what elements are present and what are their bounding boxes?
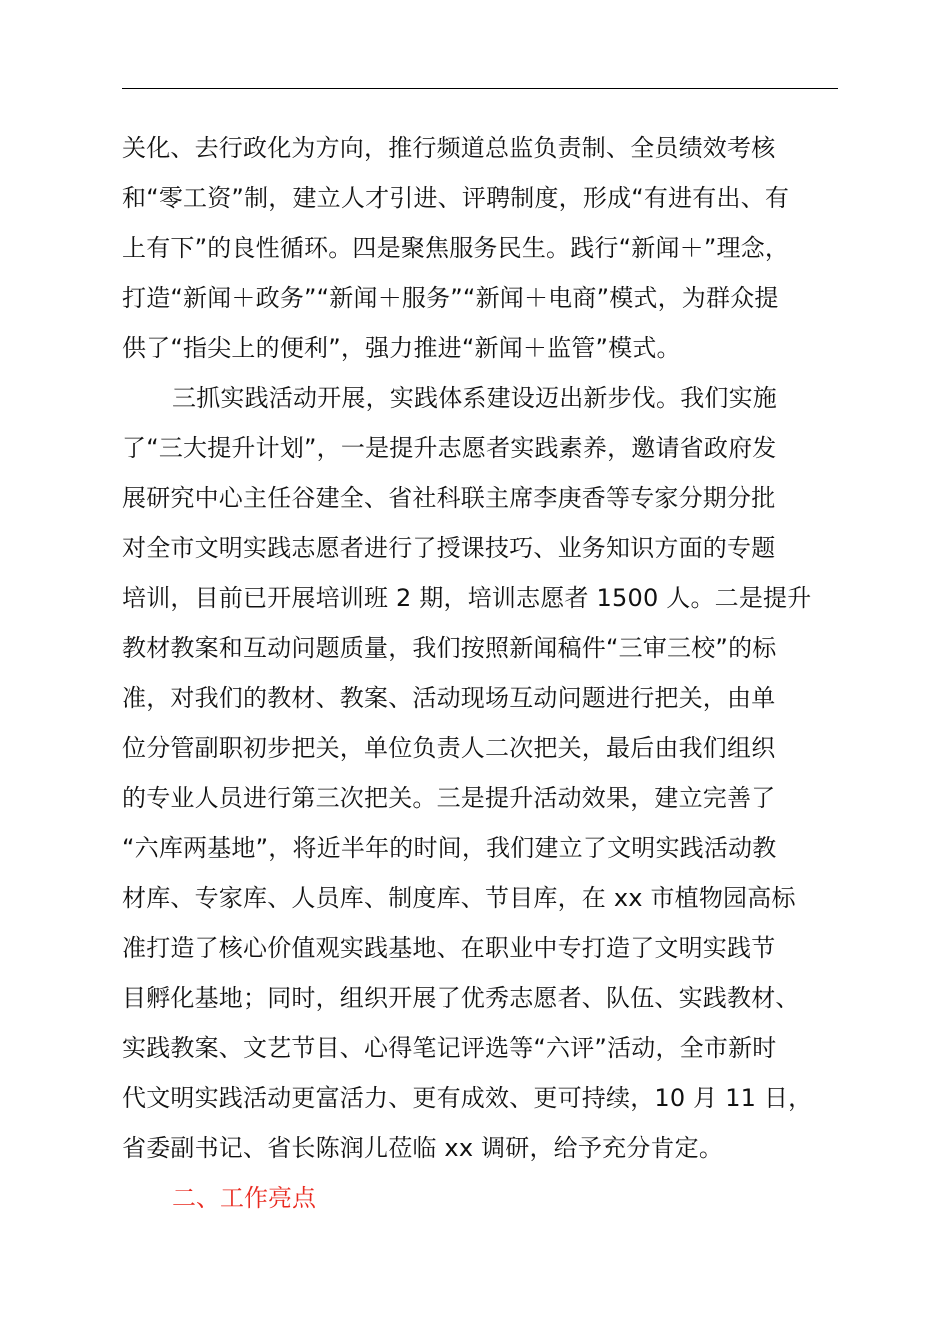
paragraph-line: 和“零工资”制，建立人才引进、评聘制度，形成“有进有出、有 bbox=[122, 184, 790, 212]
paragraph-line: 对全市文明实践志愿者进行了授课技巧、业务知识方面的专题 bbox=[122, 534, 776, 562]
paragraph-line: 打造“新闻＋政务”“新闻＋服务”“新闻＋电商”模式，为群众提 bbox=[122, 284, 779, 312]
paragraph-line: 上有下”的良性循环。四是聚焦服务民生。践行“新闻＋”理念， bbox=[122, 234, 790, 262]
paragraph-line: 目孵化基地；同时，组织开展了优秀志愿者、队伍、实践教材、 bbox=[122, 984, 800, 1012]
paragraph-first-line: 三抓实践活动开展，实践体系建设迈出新步伐。我们实施 bbox=[172, 384, 777, 412]
paragraph-line: 材库、专家库、人员库、制度库、节目库，在 xx 市植物园高标 bbox=[122, 884, 796, 912]
paragraph-line: 的专业人员进行第三次把关。三是提升活动效果，建立完善了 bbox=[122, 784, 776, 812]
paragraph-line: 教材教案和互动问题质量，我们按照新闻稿件“三审三校”的标 bbox=[122, 634, 777, 662]
header-rule bbox=[122, 88, 838, 89]
paragraph-line: 省委副书记、省长陈润儿莅临 xx 调研，给予充分肯定。 bbox=[122, 1134, 724, 1162]
paragraph-line: “六库两基地”，将近半年的时间，我们建立了文明实践活动教 bbox=[122, 834, 777, 862]
paragraph-line: 展研究中心主任谷建全、省社科联主席李庚香等专家分期分批 bbox=[122, 484, 776, 512]
paragraph-line: 实践教案、文艺节目、心得笔记评选等“六评”活动，全市新时 bbox=[122, 1034, 777, 1062]
paragraph-line: 位分管副职初步把关，单位负责人二次把关，最后由我们组织 bbox=[122, 734, 776, 762]
paragraph-line: 准，对我们的教材、教案、活动现场互动问题进行把关，由单 bbox=[122, 684, 776, 712]
paragraph-line: 代文明实践活动更富活力、更有成效、更可持续，10 月 11 日， bbox=[122, 1084, 813, 1112]
paragraph-line: 培训，目前已开展培训班 2 期，培训志愿者 1500 人。二是提升 bbox=[122, 584, 812, 612]
paragraph-line: 关化、去行政化为方向，推行频道总监负责制、全员绩效考核 bbox=[122, 134, 776, 162]
paragraph-line: 供了“指尖上的便利”，强力推进“新闻＋监管”模式。 bbox=[122, 334, 681, 362]
paragraph-line: 准打造了核心价值观实践基地、在职业中专打造了文明实践节 bbox=[122, 934, 776, 962]
section-heading: 二、工作亮点 bbox=[172, 1184, 316, 1212]
paragraph-line: 了“三大提升计划”，一是提升志愿者实践素养，邀请省政府发 bbox=[122, 434, 777, 462]
